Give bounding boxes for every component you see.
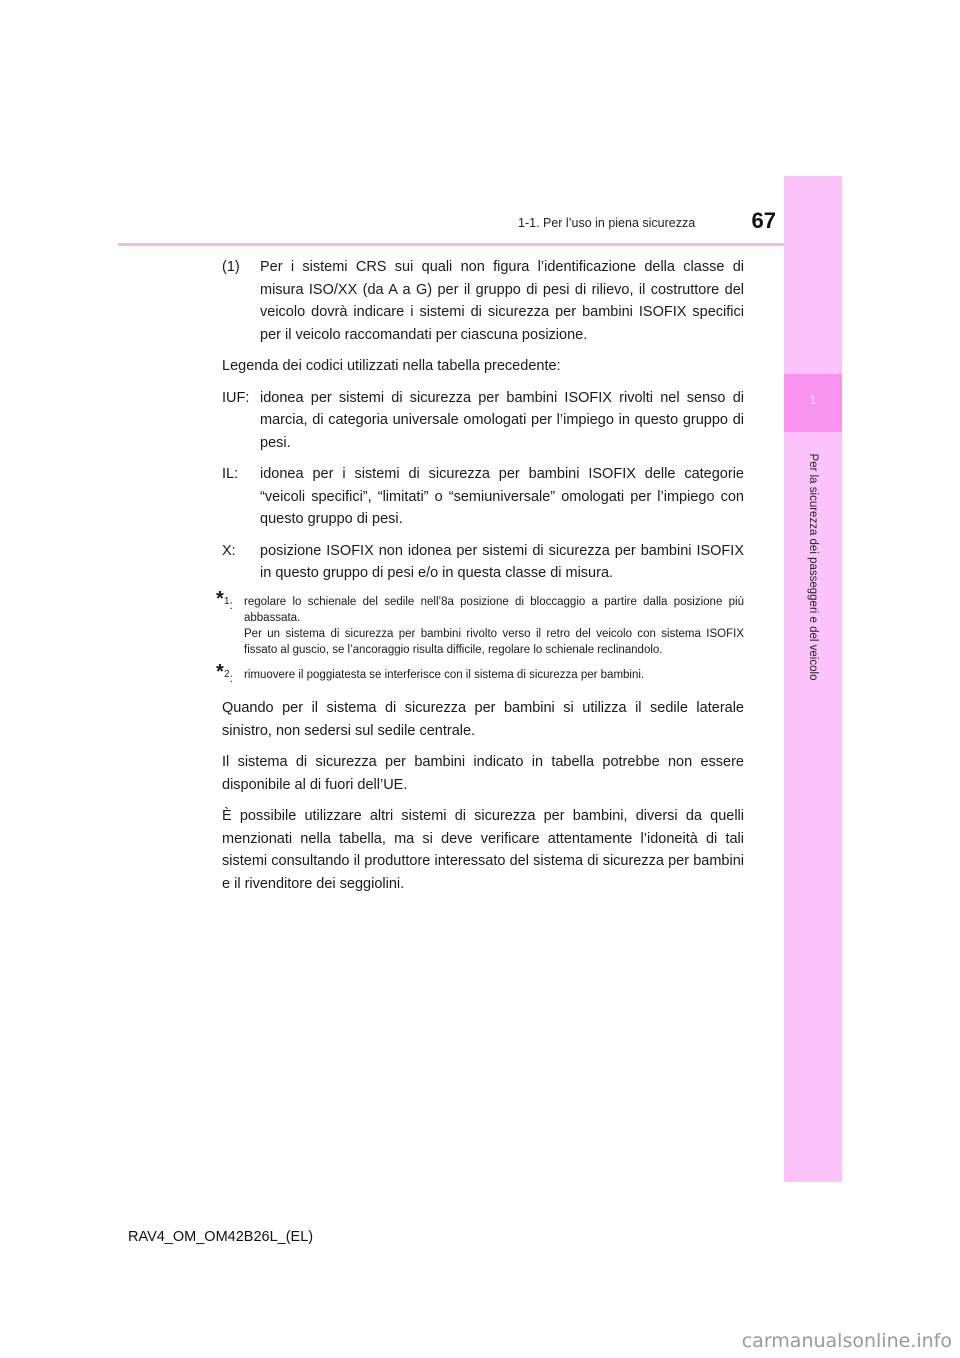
footnote-asterisk: * [216,660,224,683]
list-item [222,256,744,346]
footnote-number: 1 [224,595,230,607]
footnote-key: $^2$: [224,668,233,685]
footnote-1 [216,587,744,658]
code-item-iuf [222,387,744,455]
code-text: idonea per sistemi di sicurezza per bambini ISOFIX rivolti nel senso di marcia, di categoria universale omologati per l’impiego in questo gruppo di pesi. [260,389,744,451]
document-code: RAV4_OM_OM42B26L_(EL) [128,1229,314,1245]
code-key: IL: [222,466,239,482]
code-key: X: [222,542,236,559]
item-key: (1) [222,259,240,275]
footnote-text-line: regolare lo schienale del sedile nell’8a posizione di bloccaggio a partire dalla posizione più abbassata. [244,595,744,624]
item-text: Per i sistemi CRS sui quali non figura l’identificazione della classe di misura ISO/XX (da A a G) per il gruppo di pesi di rilievo, il costruttore del veicolo dovrà indicare i sistemi di sicurezza per bambini ISOFIX specifici per il veicolo raccomandati per ciascuna posizione. [260,259,744,343]
chapter-number: 1 [809,393,817,407]
code-key: IUF: [222,389,250,406]
code-text: idonea per i sistemi di sicurezza per bambini ISOFIX delle categorie “veicoli specifici”, “limitati” o “semiuniversale” omologati per l’impiego con questo gruppo di pesi. [260,466,744,527]
footnote-number: 2 [224,668,230,680]
chapter-title: Per la sicurezza dei passeggeri e del veicolo [807,453,819,681]
main-content [216,256,744,895]
footnote-text-line: Per un sistema di sicurezza per bambini rivolto verso il retro del veicolo con sistema ISOFIX fissato al guscio, se l’ancoraggio risulta difficile, regolare lo schienale reclinandolo. [244,627,744,656]
paragraph: È possibile utilizzare altri sistemi di sicurezza per bambini, diversi da quelli menzionati nella tabella, ma si deve verificare attentamente l’idoneità di tali sistemi consultando il produttore interessato del sistema di sicurezza per bambini e il rivenditore dei seggiolini. [222,808,744,892]
footnote-asterisk: * [216,587,224,610]
code-text: posizione ISOFIX non idonea per sistemi di sicurezza per bambini ISOFIX in questo gruppo di pesi e/o in questa classe di misura. [260,542,744,581]
paragraph: Quando per il sistema di sicurezza per bambini si utilizza il sedile laterale sinistro, non sedersi sul sedile centrale. [222,700,744,739]
footnote-2 [216,660,744,687]
footnote-text [244,594,744,658]
header-divider [118,243,840,246]
page-number: 67 [751,208,776,233]
code-item-x [222,540,744,585]
section-title: 1-1. Per l’uso in piena sicurezza [518,216,696,230]
watermark: carmanualsonline.info [741,1330,952,1352]
paragraph: Il sistema di sicurezza per bambini indicato in tabella potrebbe non essere disponibile al di fuori dell’UE. [222,754,744,793]
code-item-il [222,463,744,531]
footnote-key: $^1$: [224,595,233,612]
footnote-text: rimuovere il poggiatesta se interferisce con il sistema di sicurezza per bambini. [244,668,645,681]
legend-intro: Legenda dei codici utilizzati nella tabella precedente: [222,358,561,374]
